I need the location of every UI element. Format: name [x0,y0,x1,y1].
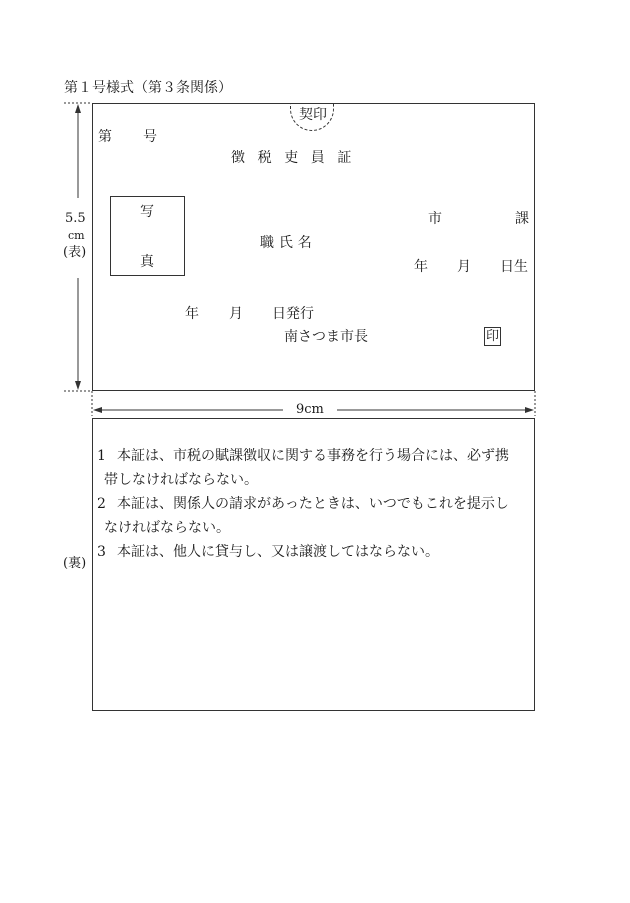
height-value: 5.5 [65,211,86,226]
issue-year: 年 [185,306,199,322]
birth-year: 年 [414,259,428,275]
note-number: 3 [97,544,106,560]
back-label: (裏) [63,556,87,571]
note-number: 2 [97,496,106,512]
note-text-continued: なければならない。 [104,520,230,536]
birth-month: 月 [457,259,471,275]
keiin-label: 契印 [299,107,327,123]
note-text-continued: 帯しなければならない。 [104,472,258,488]
front-label: (表) [63,245,87,260]
issue-day: 日発行 [272,306,314,322]
issuer-name: 南さつま市長 [284,329,368,345]
card-title: 徴税吏員証 [231,150,364,166]
note-item-1 [97,444,532,492]
city-label: 市 [428,211,442,227]
name-label: 職氏名 [260,235,317,251]
note-text: 本証は、市税の賦課徴収に関する事務を行う場合には、必ず携 [117,448,509,464]
note-item-3 [97,540,532,564]
issue-month: 月 [229,306,243,322]
note-text: 本証は、他人に貸与し、又は譲渡してはならない。 [117,544,439,560]
photo-label-2: 真 [140,254,154,270]
birth-day: 日生 [500,259,528,275]
issuer-seal: 印 [485,329,499,344]
note-number: 1 [97,448,106,464]
note-item-2 [97,492,532,540]
form-title: 第１号様式（第３条関係） [64,80,232,96]
number-suffix: 号 [143,129,157,145]
note-text: 本証は、関係人の請求があったときは、いつでもこれを提示し [117,496,509,512]
width-label: 9cm [296,402,324,417]
section-label: 課 [515,211,529,227]
photo-label-1: 写 [140,204,154,220]
height-unit: cm [68,229,85,242]
number-prefix: 第 [98,129,112,145]
